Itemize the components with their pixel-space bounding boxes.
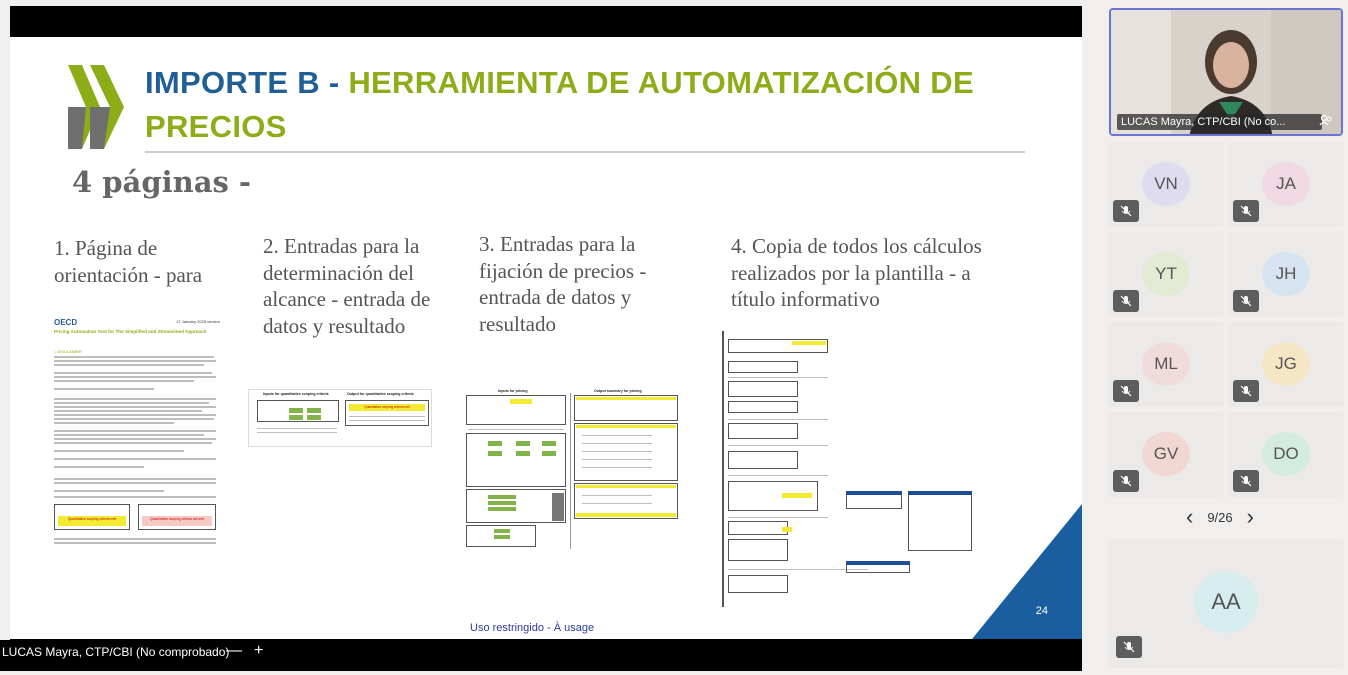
participant-tile-vn[interactable] (1108, 142, 1224, 227)
chevron-left-icon[interactable]: ‹ (1186, 504, 1194, 529)
thumb1-section: I. DISCLAIMER (54, 349, 82, 354)
restricted-usage-label: Uso restringido - À usage (470, 622, 595, 634)
oecd-logo-icon (68, 65, 124, 149)
thumb1-oecd-label: OECD (54, 318, 78, 327)
thumb2-left-header: Inputs for quantitative scoping criteria (263, 392, 329, 396)
participant-avatar: GV (1142, 432, 1190, 476)
mic-off-icon (1113, 470, 1139, 492)
participant-avatar: JG (1262, 342, 1310, 386)
participant-avatar: JH (1262, 252, 1310, 296)
participant-avatar: ML (1142, 342, 1190, 386)
zoom-in-button[interactable]: + (254, 642, 264, 659)
mic-off-icon (1113, 200, 1139, 222)
mic-off-icon (1233, 380, 1259, 402)
presenter-video-name: LUCAS Mayra, CTP/CBI (No co... (1117, 114, 1322, 130)
presentation-slide (10, 37, 1082, 639)
zoom-controls (226, 641, 263, 661)
people-icon (1319, 114, 1333, 126)
thumb1-heading: Pricing Automation Tool for The Simplified and Streamlined Approach (54, 329, 207, 334)
participant-pager (1186, 504, 1254, 529)
mic-off-icon (1233, 470, 1259, 492)
slide-title-part1: IMPORTE B - (145, 65, 349, 100)
thumb1-box-met: Quantitative scoping criteria met (67, 517, 117, 521)
column-2-text: 2. Entradas para la determinación del alcance - entrada de datos y resultado (263, 234, 431, 338)
slide-subtitle: 4 páginas - (72, 165, 251, 199)
participant-tile-gv[interactable] (1108, 412, 1224, 497)
participant-avatar: VN (1142, 162, 1190, 206)
presenter-name-label: LUCAS Mayra, CTP/CBI (No comprobado) (2, 645, 230, 659)
participant-tile-do[interactable] (1228, 412, 1344, 497)
thumb2-result: Quantitative scoping criteria met (364, 405, 410, 409)
thumb1-date: 17 January 2025 version (176, 319, 220, 324)
slide-page-number: 24 (1035, 605, 1048, 617)
orientation-page-thumbnail (50, 318, 222, 550)
scoping-inputs-thumbnail (248, 389, 432, 447)
mic-off-icon (1113, 380, 1139, 402)
participant-tile-jg[interactable] (1228, 322, 1344, 407)
participant-avatar: AA (1194, 571, 1258, 633)
participant-tile-jh[interactable] (1228, 232, 1344, 317)
thumb3-right-header: Output summary for pricing (594, 389, 642, 393)
thumb1-box-not-met: Quantitative scoping criteria not met (149, 517, 205, 521)
mic-off-icon (1116, 636, 1142, 658)
chevron-right-icon[interactable]: › (1246, 504, 1254, 529)
mic-off-icon (1233, 200, 1259, 222)
corner-triangle-decoration (972, 504, 1082, 639)
pager-label: 9/26 (1207, 509, 1233, 525)
participant-avatar: JA (1262, 162, 1310, 206)
presenter-video-tile[interactable] (1109, 8, 1343, 136)
thumb3-left-header: Inputs for pricing (498, 389, 528, 393)
participant-tile-aa[interactable] (1108, 539, 1344, 668)
pricing-inputs-thumbnail (464, 389, 682, 549)
column-1-text: 1. Página de orientación - para (54, 236, 203, 287)
mic-off-icon (1113, 290, 1139, 312)
participant-tile-ml[interactable] (1108, 322, 1224, 407)
participant-tile-ja[interactable] (1228, 142, 1344, 227)
column-3-text: 3. Entradas para la fijación de precios - entrada de datos y resultado (479, 232, 647, 336)
slide-title (145, 61, 1005, 149)
participant-avatar: DO (1262, 432, 1310, 476)
column-4-text: 4. Copia de todos los cálculos realizados por la plantilla - a título informativo (731, 234, 982, 311)
title-divider (145, 151, 1025, 153)
zoom-out-button[interactable]: — (226, 642, 242, 659)
participant-avatar: YT (1142, 252, 1190, 296)
mic-off-icon (1233, 290, 1259, 312)
thumb2-right-header: Output for quantitative scoping criteria (347, 392, 414, 396)
participant-tile-yt[interactable] (1108, 232, 1224, 317)
slide-title-part2: HERRAMIENTA DE AUTOMATIZACIÓN DE PRECIOS (145, 65, 974, 144)
